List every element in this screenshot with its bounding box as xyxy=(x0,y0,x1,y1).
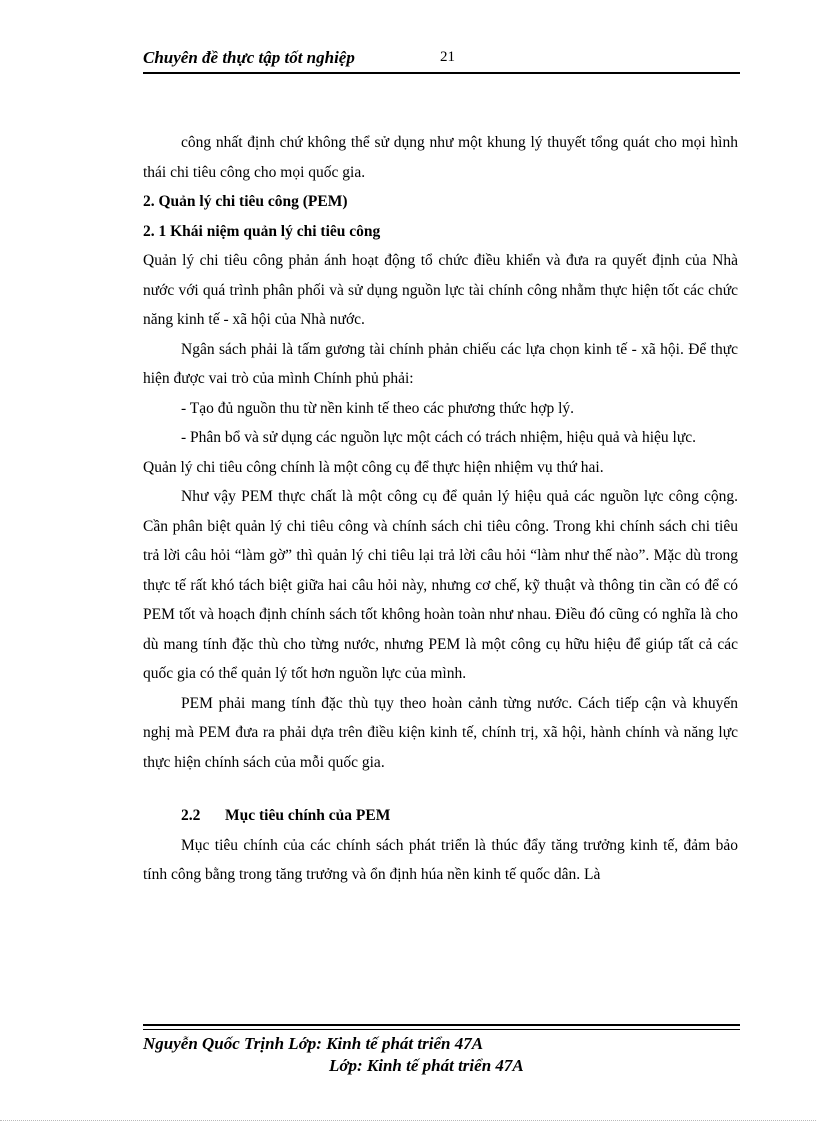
paragraph: Quản lý chi tiêu công phản ánh hoạt động tổ chức điều khiển và đưa ra quyết định của Nhà nước với quá trình phân phối và sử dụng nguồn lực tài chính công nhằm thực hiện tốt các chức năng kinh tế - xã hội của Nhà nước. xyxy=(143,252,738,328)
page-edge-divider xyxy=(0,1120,816,1121)
subsection-heading: 2. 1 Khái niệm quản lý chi tiêu công xyxy=(143,222,381,240)
subsection-heading-2-2 xyxy=(143,801,738,831)
footer-author: Nguyễn Quốc Trịnh Lớp: Kinh tế phát triển 47A xyxy=(143,1034,484,1053)
paragraph: Mục tiêu chính của các chính sách phát triển là thúc đẩy tăng trưởng kinh tế, đảm bảo tính công bằng trong tăng trưởng và ổn định húa nền kinh tế quốc dân. Là xyxy=(143,836,738,883)
heading-number: 2.2 xyxy=(181,807,201,824)
list-item: - Phân bổ và sử dụng các nguồn lực một cách có trách nhiệm, hiệu quả và hiệu lực. xyxy=(181,429,697,446)
page-footer xyxy=(143,1033,740,1077)
heading-text: Mục tiêu chính của PEM xyxy=(225,807,391,824)
footer-divider xyxy=(143,1024,740,1030)
paragraph: Ngân sách phải là tấm gương tài chính phản chiếu các lựa chọn kinh tế - xã hội. Để thực hiện được vai trò của mình Chính phủ phải: xyxy=(143,340,738,387)
footer-class: Lớp: Kinh tế phát triển 47A xyxy=(329,1056,524,1075)
page-header xyxy=(143,46,740,74)
section-heading: 2. Quản lý chi tiêu công (PEM) xyxy=(143,193,348,210)
document-body xyxy=(143,128,738,890)
header-title: Chuyên đề thực tập tốt nghiệp xyxy=(143,48,355,67)
paragraph: Như vậy PEM thực chất là một công cụ để quản lý hiệu quả các nguồn lực công cộng. Cần phân biệt quản lý chi tiêu công và chính sách chi tiêu công. Trong khi chính sách chi tiêu trả lời câu hỏi “làm gờ” thì quản lý chi tiêu lại trả lời câu hỏi “làm như thế nào”. Mặc dù trong thực tế rất khó tách biệt giữa hai câu hỏi này, nhưng cơ chế, kỹ thuật và thông tin cần có để có PEM tốt và hoạch định chính sách tốt không hoàn toàn như nhau. Điều đó cũng có nghĩa là cho dù mang tính đặc thù cho từng nước, nhưng PEM là một công cụ hữu hiệu để giúp tất cả các quốc gia có thể quản lý tốt hơn nguồn lực của mình. xyxy=(143,488,738,682)
paragraph: PEM phải mang tính đặc thù tụy theo hoàn cảnh từng nước. Cách tiếp cận và khuyến nghị mà PEM đưa ra phải dựa trên điều kiện kinh tế, chính trị, xã hội, hành chính và năng lực thực hiện chính sách của mỗi quốc gia. xyxy=(143,694,738,771)
list-item: - Tạo đủ nguồn thu từ nền kinh tế theo các phương thức hợp lý. xyxy=(181,399,575,417)
page-number: 21 xyxy=(440,49,455,65)
paragraph: công nhất định chứ không thể sử dụng như một khung lý thuyết tổng quát cho mọi hình thái chi tiêu công cho mọi quốc gia. xyxy=(143,134,738,181)
paragraph: Quản lý chi tiêu công chính là một công cụ để thực hiện nhiệm vụ thứ hai. xyxy=(143,458,604,476)
